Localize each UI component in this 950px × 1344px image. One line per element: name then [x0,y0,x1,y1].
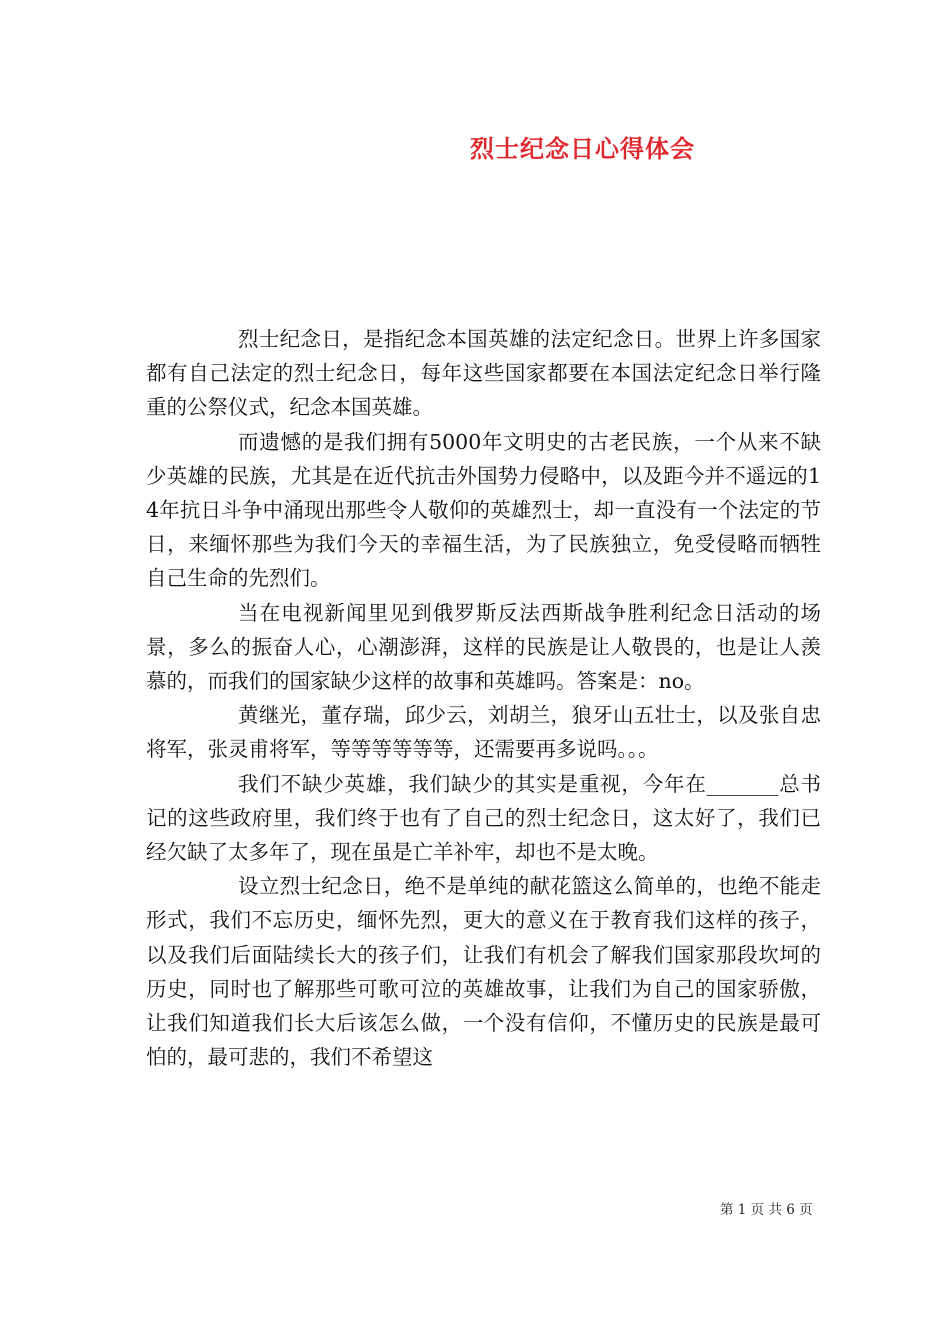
paragraph-2: 而遗憾的是我们拥有5000年文明史的古老民族，一个从来不缺少英雄的民族，尤其是在近代抗击外国势力侵略中，以及距今并不遥远的14年抗日斗争中涌现出那些令人敬仰的英雄烈士，却一直没有一个法定的节日，来缅怀那些为我们今天的幸福生活，为了民族独立，免受侵略而牺牲自己生命的先烈们。 [146,429,821,591]
paragraph-1: 烈士纪念日，是指纪念本国英雄的法定纪念日。世界上许多国家都有自己法定的烈士纪念日，每年这些国家都要在本国法定纪念日举行隆重的公祭仪式，纪念本国英雄。 [146,327,821,420]
paragraph-4: 黄继光，董存瑞，邱少云，刘胡兰，狼牙山五壮士，以及张自忠将军，张灵甫将军，等等等等等等，还需要再多说吗。。。 [146,703,821,762]
paragraph-3: 当在电视新闻里见到俄罗斯反法西斯战争胜利纪念日活动的场景，多么的振奋人心，心潮澎湃，这样的民族是让人敬畏的，也是让人羡慕的，而我们的国家缺少这样的故事和英雄吗。答案是：no。 [146,600,821,694]
document-body [146,322,821,1074]
page-number-footer: 第 1 页 共 6 页 [720,1202,813,1218]
paragraph-6: 设立烈士纪念日，绝不是单纯的献花篮这么简单的，也绝不能走形式，我们不忘历史，缅怀先烈，更大的意义在于教育我们这样的孩子，以及我们后面陆续长大的孩子们，让我们有机会了解我们国家那段坎坷的历史，同时也了解那些可歌可泣的英雄故事，让我们为自己的国家骄傲，让我们知道我们长大后该怎么做，一个没有信仰，不懂历史的民族是最可怕的，最可悲的，我们不希望这 [146,874,821,1070]
document-title: 烈士纪念日心得体会 [470,134,695,163]
paragraph-5: 我们不缺少英雄，我们缺少的其实是重视，今年在_______总书记的这些政府里，我们终于也有了自己的烈士纪念日，这太好了，我们已经欠缺了太多年了，现在虽是亡羊补牢，却也不是太晚。 [146,771,821,865]
